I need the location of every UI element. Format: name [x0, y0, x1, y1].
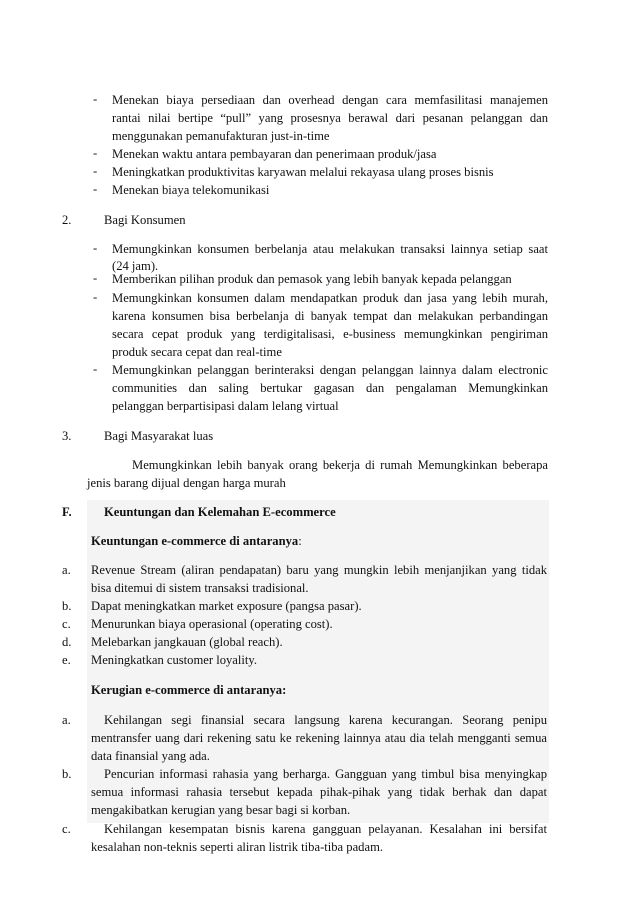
section2-item3-line2: karena konsumen bisa berbelanja di banyak tempat dan melakukan perbandingan	[112, 309, 548, 323]
section2-item3-line1: Memungkinkan konsumen dalam mendapatkan produk dan jasa yang lebih murah,	[112, 291, 548, 305]
section2-item4-line2: communities dan saling bertukar gagasan dan pengalaman Memungkinkan	[112, 381, 548, 395]
dis-a-line3: data finansial yang ada.	[91, 749, 210, 763]
adv-e-text: Meningkatkan customer loyality.	[91, 653, 258, 667]
dis-a-line1: Kehilangan segi finansial secara langsung karena kecurangan. Seorang penipu	[104, 713, 547, 727]
dis-b-line3: mengakibatkan kerugian yang besar bagi si korban.	[91, 803, 351, 817]
bullet-dash: -	[93, 241, 98, 255]
adv-a-letter: a.	[62, 563, 71, 577]
dis-c-line2: kesalahan non-teknis seperti aliran listrik tiba-tiba padam.	[91, 840, 384, 854]
section3-para-line2: jenis barang dijual dengan harga murah	[87, 476, 286, 490]
section2-number: 2.	[62, 213, 72, 227]
adv-a-line2: bisa ditemui di sistem transaksi tradisional.	[91, 581, 309, 595]
bullet-dash: -	[93, 164, 98, 178]
adv-b-letter: b.	[62, 599, 72, 613]
bullet-dash: -	[93, 290, 98, 304]
bullet-dash: -	[93, 182, 98, 196]
section2-item2: Memberikan pilihan produk dan pemasok yang lebih banyak kepada pelanggan	[112, 272, 512, 286]
dis-b-line1: Pencurian informasi rahasia yang berharga. Gangguan yang timbul bisa menyingkap	[104, 767, 547, 781]
list1-item3: Meningkatkan produktivitas karyawan melalui rekayasa ulang proses bisnis	[112, 165, 494, 179]
section2-title: Bagi Konsumen	[104, 213, 186, 227]
list1-item1-line2: rantai nilai bertipe “pull” yang prosesnya berawal dari pesanan pelanggan dan	[112, 111, 548, 125]
dis-c-letter: c.	[62, 822, 71, 836]
section2-item1-line2: (24 jam).	[112, 259, 159, 273]
list1-item1-line3: menggunakan pemanufakturan just-in-time	[112, 129, 330, 143]
sectionF-title: Keuntungan dan Kelemahan E-ecommerce	[104, 505, 336, 519]
dis-b-letter: b.	[62, 767, 72, 781]
advantages-heading: Keuntungan e-commerce di antaranya:	[91, 534, 302, 548]
dis-a-line2: mentransfer uang dari rekening satu ke rekening lainnya atau dia telah mengganti semua	[91, 731, 547, 745]
section2-item3-line4: produk secara cepat dan real-time	[112, 345, 282, 359]
bullet-dash: -	[93, 271, 98, 285]
section3-number: 3.	[62, 429, 72, 443]
bullet-dash: -	[93, 92, 98, 106]
adv-e-letter: e.	[62, 653, 71, 667]
section3-title: Bagi Masyarakat luas	[104, 429, 214, 443]
section2-item4-line3: pelanggan berpartisipasi dalam lelang virtual	[112, 399, 339, 413]
adv-c-text: Menurunkan biaya operasional (operating cost).	[91, 617, 333, 631]
adv-d-text: Melebarkan jangkauan (global reach).	[91, 635, 283, 649]
disadvantages-heading: Kerugian e-commerce di antaranya:	[91, 683, 287, 697]
section2-item1-line1: Memungkinkan konsumen berbelanja atau melakukan transaksi lainnya setiap saat	[112, 242, 548, 256]
adv-d-letter: d.	[62, 635, 72, 649]
sectionF-letter: F.	[62, 505, 72, 519]
list1-item1-line1: Menekan biaya persediaan dan overhead dengan cara memfasilitasi manajemen	[112, 93, 548, 107]
section2-item3-line3: secara cepat produk yang terdigitalisasi, e-business memungkinkan pengiriman	[112, 327, 548, 341]
adv-c-letter: c.	[62, 617, 71, 631]
list1-item4: Menekan biaya telekomunikasi	[112, 183, 270, 197]
adv-a-line1: Revenue Stream (aliran pendapatan) baru yang mungkin lebih menjanjikan yang tidak	[91, 563, 547, 577]
section3-para-line1: Memungkinkan lebih banyak orang bekerja di rumah Memungkinkan beberapa	[132, 458, 548, 472]
adv-b-text: Dapat meningkatkan market exposure (pangsa pasar).	[91, 599, 362, 613]
bullet-dash: -	[93, 362, 98, 376]
list1-item2: Menekan waktu antara pembayaran dan penerimaan produk/jasa	[112, 147, 437, 161]
dis-c-line1: Kehilangan kesempatan bisnis karena gangguan pelayanan. Kesalahan ini bersifat	[104, 822, 547, 836]
bullet-dash: -	[93, 146, 98, 160]
dis-a-letter: a.	[62, 713, 71, 727]
dis-b-line2: semua informasi rahasia tersebut kepada pihak-pihak yang tidak berhak dan dapat	[91, 785, 547, 799]
section2-item4-line1: Memungkinkan pelanggan berinteraksi dengan pelanggan lainnya dalam electronic	[112, 363, 548, 377]
